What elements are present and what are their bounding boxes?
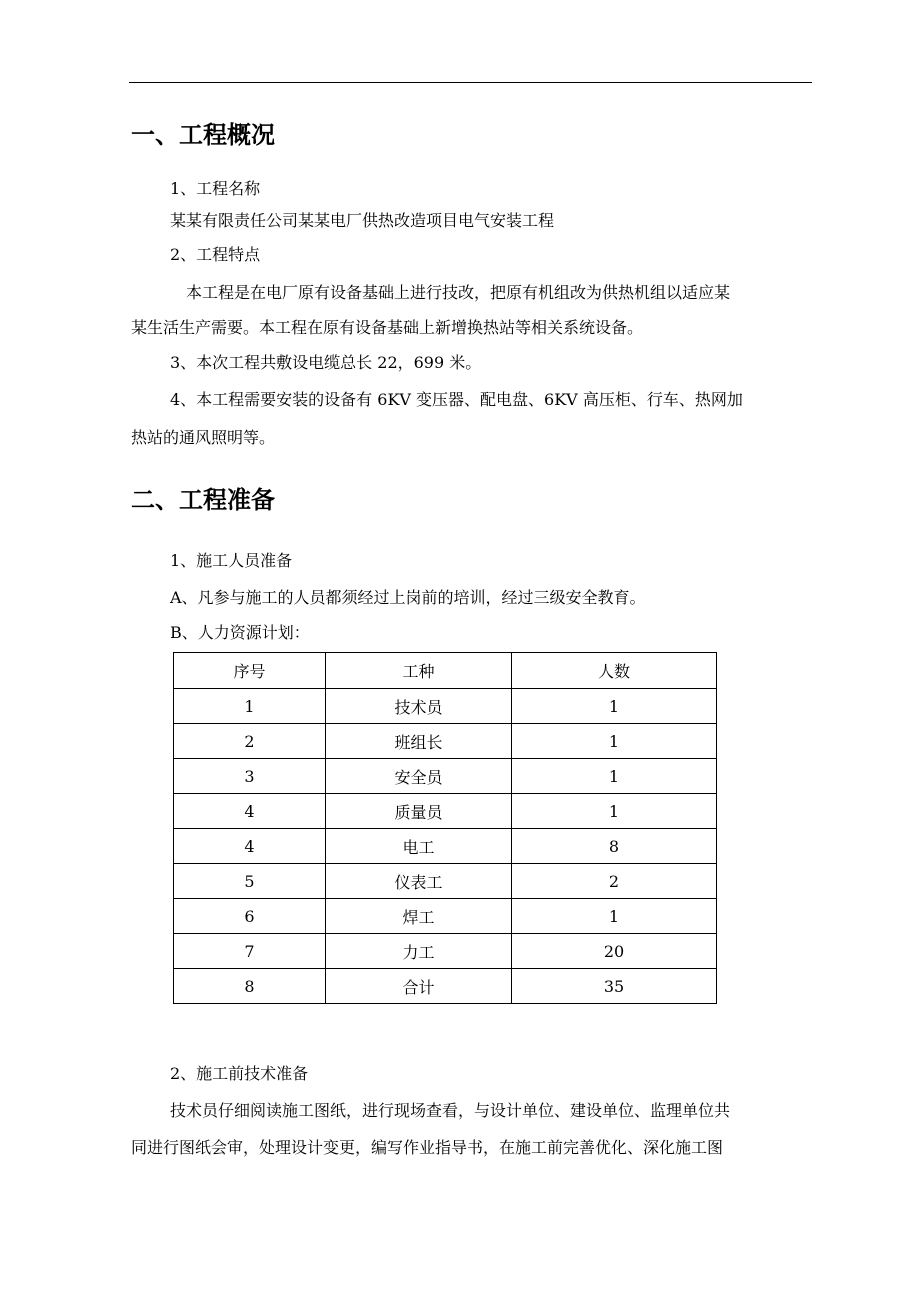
cell-trade: 质量员 (326, 794, 512, 829)
cell-count: 2 (512, 864, 717, 899)
cell-count: 1 (512, 794, 717, 829)
table-row (174, 899, 717, 934)
cell-seq: 1 (174, 689, 326, 724)
cell-seq: 6 (174, 899, 326, 934)
item-project-features-line1: 本工程是在电厂原有设备基础上进行技改，把原有机组改为供热机组以适应某 (186, 283, 731, 302)
cell-trade: 合计 (326, 969, 512, 1004)
table-row-total (174, 969, 717, 1004)
header-seq: 序号 (174, 653, 326, 689)
item-project-name-title: 1、工程名称 (170, 179, 261, 198)
item-project-features-line2: 某生活生产需要。本工程在原有设备基础上新增换热站等相关系统设备。 (131, 318, 644, 337)
cell-count: 1 (512, 724, 717, 759)
table-row (174, 934, 717, 969)
cell-trade: 仪表工 (326, 864, 512, 899)
table-header-row (174, 653, 717, 689)
cell-trade: 电工 (326, 829, 512, 864)
item-staff-prep-title: 1、施工人员准备 (170, 551, 293, 570)
cell-seq: 4 (174, 794, 326, 829)
table-row (174, 864, 717, 899)
section-heading-preparation: 二、工程准备 (131, 486, 275, 514)
header-count: 人数 (512, 653, 717, 689)
cell-seq: 2 (174, 724, 326, 759)
item-equipment-line2: 热站的通风照明等。 (131, 428, 276, 447)
item-tech-prep-title: 2、施工前技术准备 (170, 1064, 309, 1083)
cell-trade: 力工 (326, 934, 512, 969)
cell-seq: 7 (174, 934, 326, 969)
cell-count: 20 (512, 934, 717, 969)
item-hr-plan: B、人力资源计划： (170, 623, 310, 642)
table-row (174, 794, 717, 829)
cell-seq: 4 (174, 829, 326, 864)
table-row (174, 689, 717, 724)
cell-trade: 安全员 (326, 759, 512, 794)
item-project-name-text: 某某有限责任公司某某电厂供热改造项目电气安装工程 (170, 211, 555, 230)
cell-count: 1 (512, 689, 717, 724)
cell-trade: 焊工 (326, 899, 512, 934)
cell-trade: 技术员 (326, 689, 512, 724)
header-trade: 工种 (326, 653, 512, 689)
cell-count: 8 (512, 829, 717, 864)
item-tech-prep-line1: 技术员仔细阅读施工图纸，进行现场查看，与设计单位、建设单位、监理单位共 (170, 1101, 731, 1120)
cell-count: 1 (512, 759, 717, 794)
header-rule (129, 82, 812, 83)
table-row (174, 724, 717, 759)
cell-count: 35 (512, 969, 717, 1004)
cell-count: 1 (512, 899, 717, 934)
item-training: A、凡参与施工的人员都须经过上岗前的培训，经过三级安全教育。 (170, 588, 646, 607)
item-tech-prep-line2: 同进行图纸会审，处理设计变更，编写作业指导书，在施工前完善优化、深化施工图 (131, 1138, 724, 1157)
section-heading-overview: 一、工程概况 (131, 121, 275, 149)
cell-seq: 3 (174, 759, 326, 794)
item-equipment-line1: 4、本工程需要安装的设备有 6KV 变压器、配电盘、6KV 高压柜、行车、热网加 (170, 390, 743, 409)
table-row (174, 829, 717, 864)
item-project-features-title: 2、工程特点 (170, 245, 261, 264)
cell-trade: 班组长 (326, 724, 512, 759)
table-row (174, 759, 717, 794)
item-cable-length: 3、本次工程共敷设电缆总长 22，699 米。 (170, 353, 482, 372)
hr-plan-table (173, 652, 717, 1004)
cell-seq: 8 (174, 969, 326, 1004)
cell-seq: 5 (174, 864, 326, 899)
